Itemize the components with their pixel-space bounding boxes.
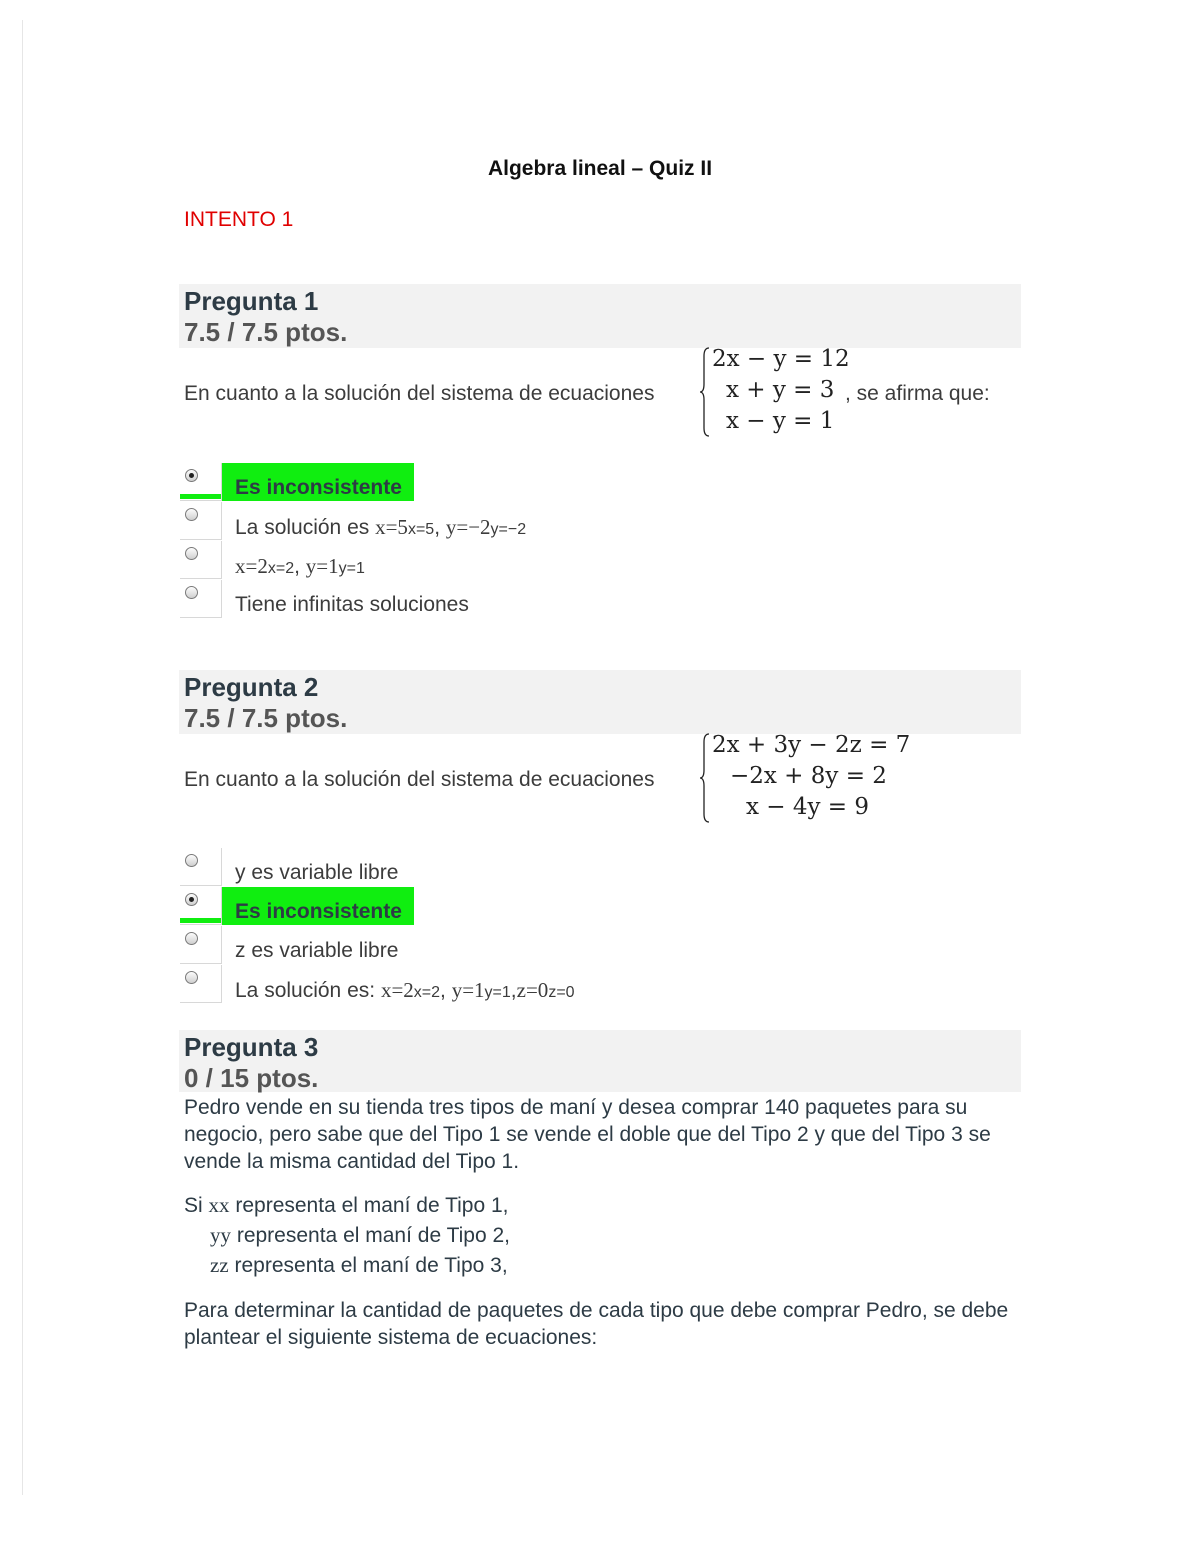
option-label: z es variable libre [235, 939, 399, 962]
radio-selected-icon[interactable] [185, 469, 198, 482]
radio-cell [180, 502, 222, 540]
variable-definition: zz representa el maní de Tipo 3, [210, 1253, 508, 1277]
question-1-prompt: En cuanto a la solución del sistema de ecuaciones [184, 382, 655, 405]
question-1-header [179, 284, 1021, 348]
left-brace-icon [700, 346, 710, 438]
left-brace-icon [700, 732, 710, 824]
equation-row: x + y = 3 [726, 377, 835, 403]
answer-option[interactable] [180, 502, 740, 540]
question-1-score: 7.5 / 7.5 ptos. [184, 317, 348, 347]
radio-cell [180, 541, 222, 579]
option-label: Tiene infinitas soluciones [235, 593, 469, 616]
answer-option[interactable] [180, 580, 740, 618]
variable-definition: Si xx representa el maní de Tipo 1, [184, 1193, 509, 1217]
radio-unselected-icon[interactable] [185, 547, 198, 560]
radio-unselected-icon[interactable] [185, 586, 198, 599]
question-3-header [179, 1030, 1021, 1092]
page-left-edge [22, 20, 23, 1495]
question-2-prompt: En cuanto a la solución del sistema de ecuaciones [184, 768, 655, 791]
equation-row: 2x + 3y − 2z = 7 [712, 732, 911, 758]
answer-option[interactable] [180, 541, 740, 579]
question-3-statement: Pedro vende en su tienda tres tipos de maní y desea comprar 140 paquetes para su negocio, pero sabe que del Tipo 1 se vende el doble que del Tipo 2 y que del Tipo 3 se vende la misma cantidad del Tipo 1. [184, 1096, 991, 1173]
equation-row: 2x − y = 12 [712, 346, 850, 372]
radio-unselected-icon[interactable] [185, 971, 198, 984]
equation-row: x − 4y = 9 [746, 794, 870, 820]
option-label: x=2x=2, y=1y=1 [235, 554, 365, 578]
question-3-score: 0 / 15 ptos. [184, 1063, 319, 1093]
radio-unselected-icon[interactable] [185, 932, 198, 945]
answer-option[interactable] [180, 463, 740, 501]
option-label: La solución es: x=2x=2, y=1y=1,z=0z=0 [235, 978, 575, 1002]
radio-cell [180, 848, 222, 886]
radio-cell [180, 463, 222, 501]
question-1-title: Pregunta 1 [184, 286, 319, 316]
question-2-header [179, 670, 1021, 734]
variable-definition: yy representa el maní de Tipo 2, [210, 1223, 510, 1247]
option-label: La solución es x=5x=5, y=−2y=−2 [235, 515, 527, 539]
answer-option[interactable] [180, 965, 740, 1003]
equation-row: −2x + 8y = 2 [730, 763, 887, 789]
answer-option[interactable] [180, 926, 740, 964]
question-2-title: Pregunta 2 [184, 672, 319, 702]
option-label: Es inconsistente [235, 476, 402, 499]
question-3-title: Pregunta 3 [184, 1032, 319, 1062]
option-label: y es variable libre [235, 861, 399, 884]
question-2-score: 7.5 / 7.5 ptos. [184, 703, 348, 733]
answer-option[interactable] [180, 887, 740, 925]
radio-unselected-icon[interactable] [185, 508, 198, 521]
question-1-prompt-suffix: , se afirma que: [845, 382, 990, 405]
radio-unselected-icon[interactable] [185, 854, 198, 867]
radio-cell [180, 965, 222, 1003]
attempt-label: INTENTO 1 [184, 208, 294, 231]
radio-cell [180, 580, 222, 618]
document-title: Algebra lineal – Quiz II [487, 157, 713, 180]
radio-selected-icon[interactable] [185, 893, 198, 906]
equation-row: x − y = 1 [726, 408, 835, 434]
question-3-instruction: Para determinar la cantidad de paquetes de cada tipo que debe comprar Pedro, se debe plantear el siguiente sistema de ecuaciones: [184, 1299, 1009, 1349]
answer-option[interactable] [180, 848, 740, 886]
option-label: Es inconsistente [235, 900, 402, 923]
radio-cell [180, 926, 222, 964]
radio-cell [180, 887, 222, 925]
